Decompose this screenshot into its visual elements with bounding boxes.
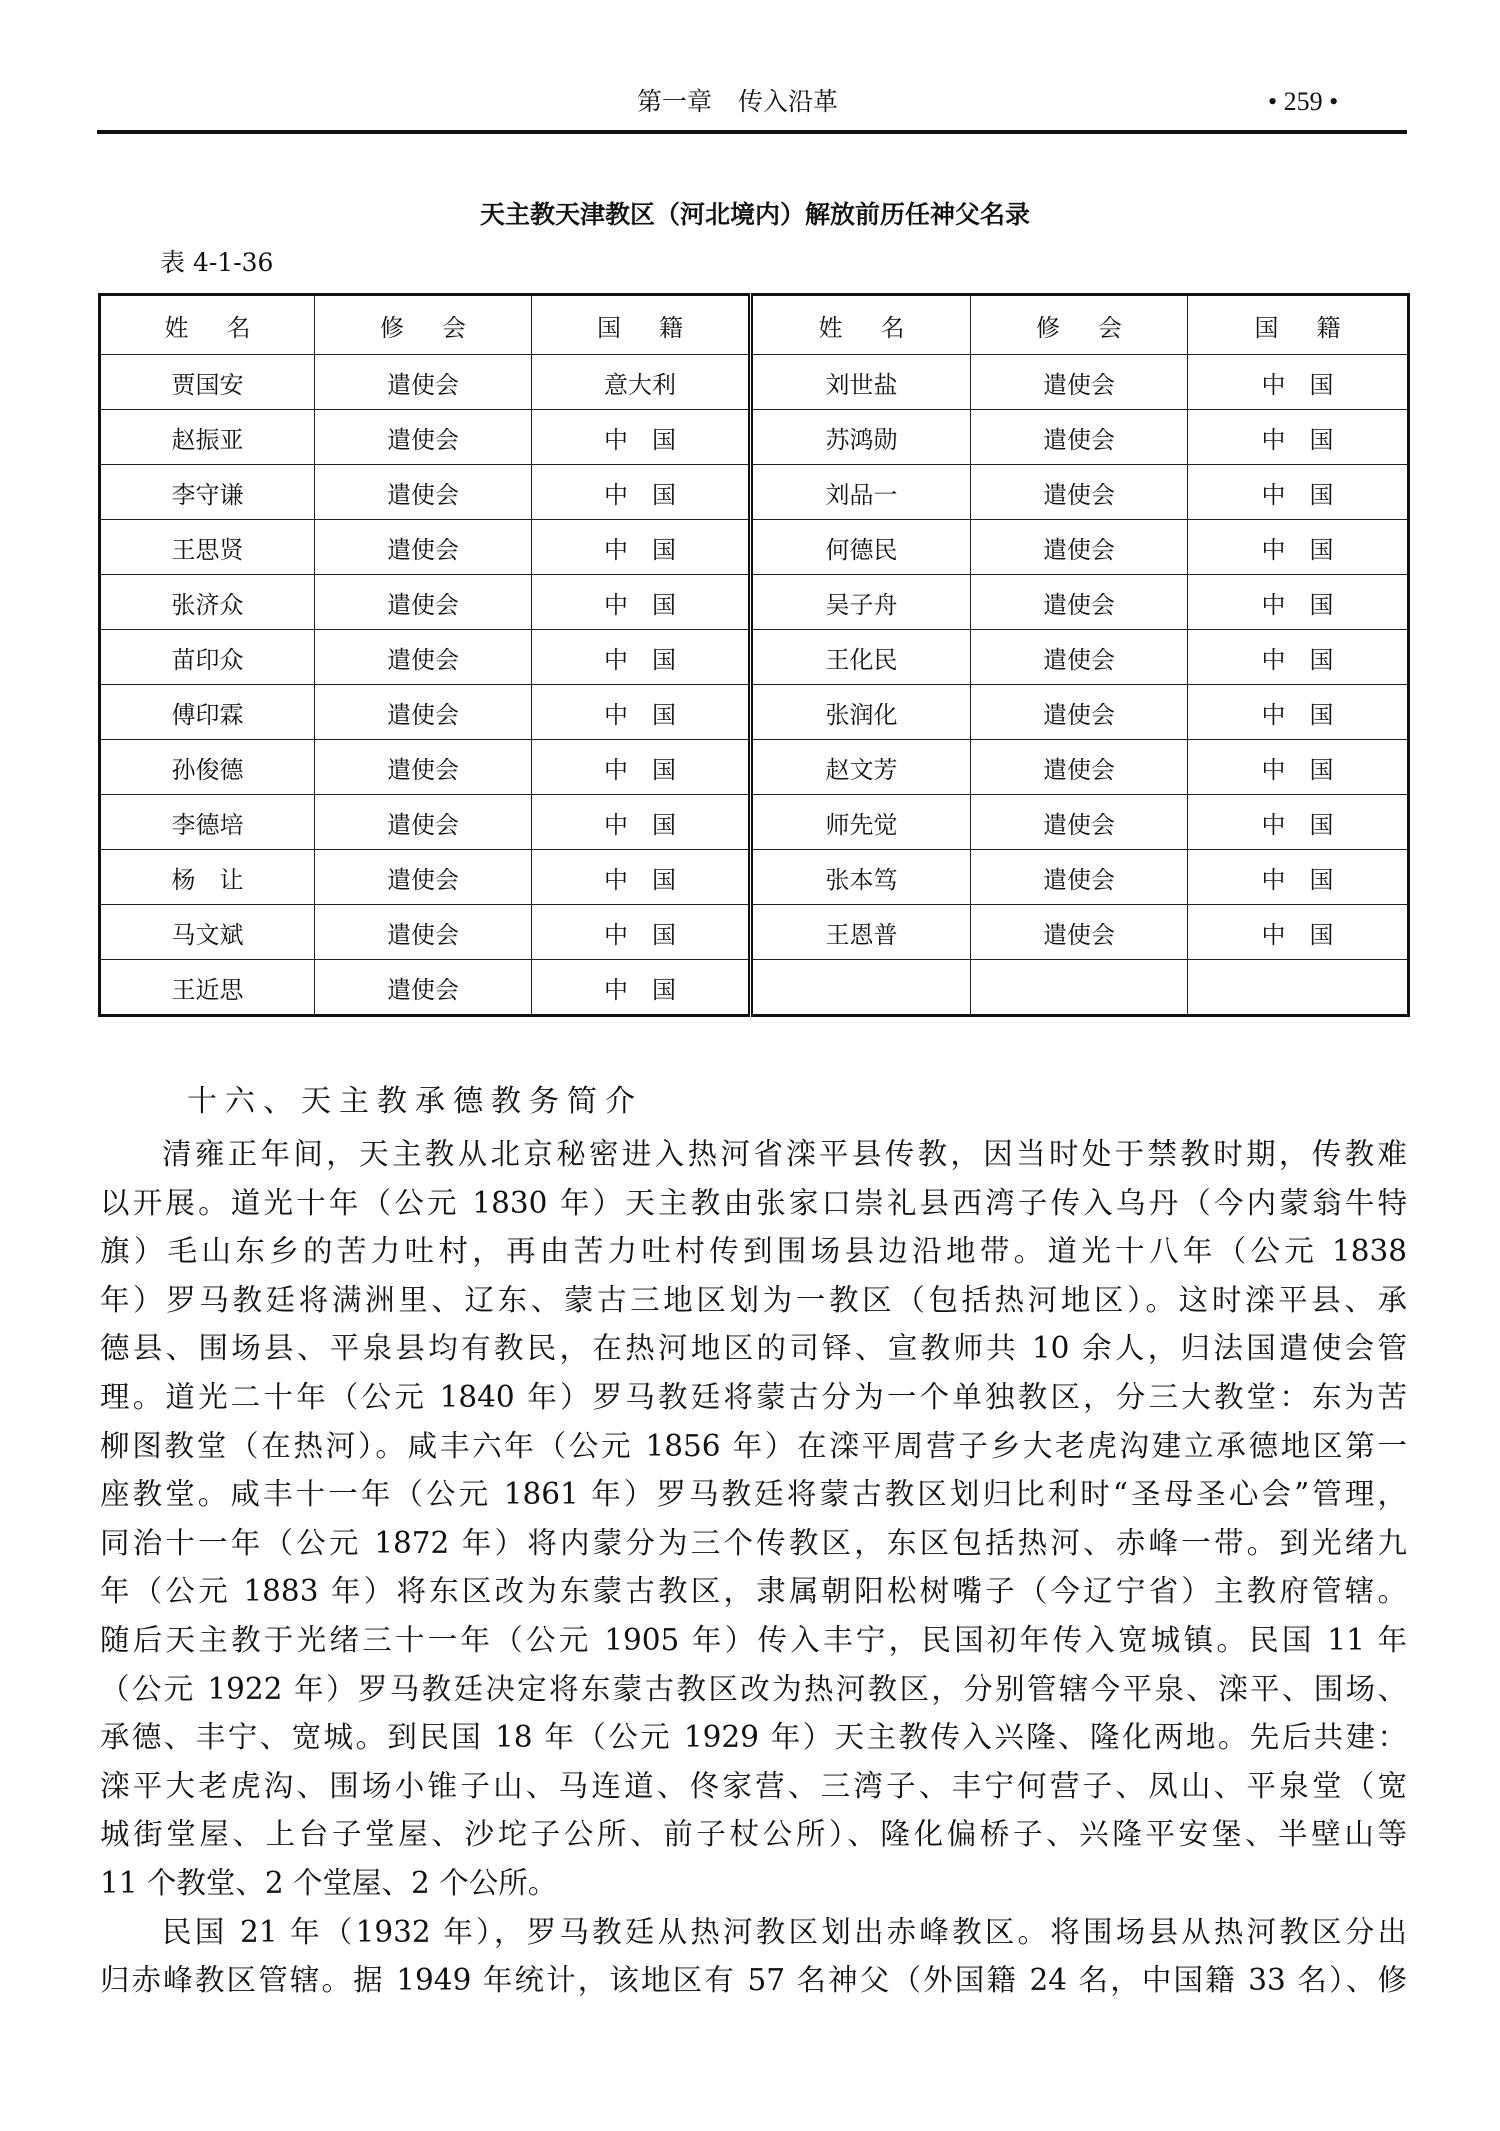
nationality-cell: 中 国 <box>1188 905 1409 960</box>
body-text-line: 德县、围场县、平泉县均有教民，在热河地区的司铎、宣教师共 10 余人，归法国遣使会管 <box>100 1331 1407 1366</box>
nationality-cell: 中 国 <box>1188 465 1409 520</box>
nationality-cell: 中 国 <box>532 465 751 520</box>
nationality-cell: 中 国 <box>1188 575 1409 630</box>
table-number: 表 4-1-36 <box>160 248 274 277</box>
header-rule <box>97 130 1407 134</box>
order-cell: 遣使会 <box>971 575 1188 630</box>
nationality-cell: 中 国 <box>532 520 751 575</box>
body-text-line: 年（公元 1883 年）将东区改为东蒙古教区，隶属朝阳松树嘴子（今辽宁省）主教府管辖。 <box>100 1574 1407 1609</box>
order-cell <box>971 960 1188 1016</box>
order-cell: 遣使会 <box>315 795 532 850</box>
name-cell: 吴子舟 <box>751 575 971 630</box>
column-header-order: 修会 <box>315 295 532 355</box>
order-cell: 遣使会 <box>315 960 532 1016</box>
column-header-nationality: 国籍 <box>532 295 751 355</box>
name-cell: 王化民 <box>751 630 971 685</box>
order-cell: 遣使会 <box>971 795 1188 850</box>
order-cell: 遣使会 <box>315 520 532 575</box>
name-cell: 贾国安 <box>100 355 315 410</box>
table-row <box>100 795 1409 850</box>
order-cell: 遣使会 <box>971 905 1188 960</box>
body-text-line: 柳图教堂（在热河）。咸丰六年（公元 1856 年）在滦平周营子乡大老虎沟建立承德地区第一 <box>100 1428 1407 1463</box>
body-text-line: 民国 21 年（1932 年），罗马教廷从热河教区划出赤峰教区。将围场县从热河教区分出 <box>162 1914 1407 1949</box>
order-cell: 遣使会 <box>315 630 532 685</box>
body-text-line: 年）罗马教廷将满洲里、辽东、蒙古三地区划为一教区（包括热河地区）。这时滦平县、承 <box>100 1282 1407 1317</box>
name-cell: 刘品一 <box>751 465 971 520</box>
body-text-line: （公元 1922 年）罗马教廷决定将东蒙古教区改为热河教区，分别管辖今平泉、滦平、围场、 <box>100 1671 1407 1706</box>
nationality-cell <box>1188 960 1409 1016</box>
column-header-name: 姓名 <box>100 295 315 355</box>
body-text-line: 随后天主教于光绪三十一年（公元 1905 年）传入丰宁，民国初年传入宽城镇。民国 11 年 <box>100 1622 1407 1657</box>
table-row <box>100 520 1409 575</box>
order-cell: 遣使会 <box>315 905 532 960</box>
section-body <box>100 1130 1407 2005</box>
order-cell: 遣使会 <box>971 465 1188 520</box>
name-cell: 张润化 <box>751 685 971 740</box>
nationality-cell: 中 国 <box>1188 850 1409 905</box>
name-cell: 李守谦 <box>100 465 315 520</box>
name-cell: 何德民 <box>751 520 971 575</box>
order-cell: 遣使会 <box>315 355 532 410</box>
name-cell: 王恩普 <box>751 905 971 960</box>
table-row <box>100 575 1409 630</box>
table-header-row <box>100 295 1409 355</box>
column-header-order: 修会 <box>971 295 1188 355</box>
name-cell: 傅印霖 <box>100 685 315 740</box>
table-row <box>100 630 1409 685</box>
nationality-cell: 中 国 <box>532 685 751 740</box>
nationality-cell: 中 国 <box>1188 355 1409 410</box>
order-cell: 遣使会 <box>971 685 1188 740</box>
order-cell: 遣使会 <box>971 410 1188 465</box>
table-row <box>100 850 1409 905</box>
nationality-cell: 中 国 <box>1188 520 1409 575</box>
body-text-line: 座教堂。咸丰十一年（公元 1861 年）罗马教廷将蒙古教区划归比利时“圣母圣心会”管理， <box>100 1477 1407 1512</box>
table-title: 天主教天津教区（河北境内）解放前历任神父名录 <box>479 200 1030 229</box>
nationality-cell: 中 国 <box>532 905 751 960</box>
nationality-cell: 中 国 <box>532 575 751 630</box>
order-cell: 遣使会 <box>971 850 1188 905</box>
name-cell: 赵振亚 <box>100 410 315 465</box>
name-cell: 赵文芳 <box>751 740 971 795</box>
name-cell: 孙俊德 <box>100 740 315 795</box>
nationality-cell: 中 国 <box>532 795 751 850</box>
body-text-line: 归赤峰教区管辖。据 1949 年统计，该地区有 57 名神父（外国籍 24 名，中国籍 33 名）、修 <box>100 1963 1407 1998</box>
order-cell: 遣使会 <box>315 685 532 740</box>
nationality-cell: 中 国 <box>1188 740 1409 795</box>
name-cell: 王思贤 <box>100 520 315 575</box>
body-text-line: 承德、丰宁、宽城。到民国 18 年（公元 1929 年）天主教传入兴隆、隆化两地。先后共建： <box>100 1720 1407 1755</box>
name-cell: 张本笃 <box>751 850 971 905</box>
name-cell: 苏鸿勋 <box>751 410 971 465</box>
table-row <box>100 410 1409 465</box>
order-cell: 遣使会 <box>971 355 1188 410</box>
name-cell: 师先觉 <box>751 795 971 850</box>
order-cell: 遣使会 <box>315 740 532 795</box>
order-cell: 遣使会 <box>315 575 532 630</box>
nationality-cell: 中 国 <box>1188 795 1409 850</box>
body-text-line: 以开展。道光十年（公元 1830 年）天主教由张家口崇礼县西湾子传入乌丹（今内蒙翁牛特 <box>100 1185 1407 1220</box>
nationality-cell: 中 国 <box>1188 410 1409 465</box>
nationality-cell: 中 国 <box>532 960 751 1016</box>
chapter-number: 第一章 <box>637 87 713 116</box>
running-header-title <box>637 86 838 118</box>
body-text-line: 11 个教堂、2 个堂屋、2 个公所。 <box>100 1865 558 1900</box>
table-row <box>100 740 1409 795</box>
body-text-line: 城街堂屋、上台子堂屋、沙坨子公所、前子杖公所）、隆化偏桥子、兴隆平安堡、半壁山等 <box>100 1817 1407 1852</box>
name-cell: 马文斌 <box>100 905 315 960</box>
name-cell: 刘世盐 <box>751 355 971 410</box>
body-text-line: 旗）毛山东乡的苦力吐村，再由苦力吐村传到围场县边沿地带。道光十八年（公元 1838 <box>100 1234 1407 1269</box>
order-cell: 遣使会 <box>971 740 1188 795</box>
order-cell: 遣使会 <box>315 850 532 905</box>
column-header-nationality: 国籍 <box>1188 295 1409 355</box>
name-cell: 李德培 <box>100 795 315 850</box>
table-row <box>100 905 1409 960</box>
body-text-line: 同治十一年（公元 1872 年）将内蒙分为三个传教区，东区包括热河、赤峰一带。到光绪九 <box>100 1525 1407 1560</box>
name-cell: 杨 让 <box>100 850 315 905</box>
body-text-line: 滦平大老虎沟、围场小锥子山、马连道、佟家营、三湾子、丰宁何营子、凤山、平泉堂（宽 <box>100 1768 1407 1803</box>
order-cell: 遣使会 <box>315 465 532 520</box>
column-header-name: 姓名 <box>751 295 971 355</box>
order-cell: 遣使会 <box>315 410 532 465</box>
nationality-cell: 中 国 <box>532 740 751 795</box>
page-number: • 259 • <box>1268 87 1339 116</box>
order-cell: 遣使会 <box>971 630 1188 685</box>
body-text-line: 理。道光二十年（公元 1840 年）罗马教廷将蒙古分为一个单独教区，分三大教堂：东为苦 <box>100 1379 1407 1414</box>
nationality-cell: 意大利 <box>532 355 751 410</box>
order-cell: 遣使会 <box>971 520 1188 575</box>
priest-roster-table <box>98 293 1410 1017</box>
nationality-cell: 中 国 <box>532 850 751 905</box>
name-cell: 苗印众 <box>100 630 315 685</box>
table-row <box>100 960 1409 1016</box>
table-row <box>100 685 1409 740</box>
table-row <box>100 355 1409 410</box>
name-cell: 王近思 <box>100 960 315 1016</box>
name-cell: 张济众 <box>100 575 315 630</box>
body-text-line: 清雍正年间，天主教从北京秘密进入热河省滦平县传教，因当时处于禁教时期，传教难 <box>162 1137 1407 1171</box>
table-row <box>100 465 1409 520</box>
nationality-cell: 中 国 <box>532 630 751 685</box>
nationality-cell: 中 国 <box>1188 685 1409 740</box>
chapter-title: 传入沿革 <box>738 87 839 116</box>
nationality-cell: 中 国 <box>532 410 751 465</box>
section-heading: 十六、天主教承德教务简介 <box>187 1084 643 1119</box>
name-cell <box>751 960 971 1016</box>
nationality-cell: 中 国 <box>1188 630 1409 685</box>
